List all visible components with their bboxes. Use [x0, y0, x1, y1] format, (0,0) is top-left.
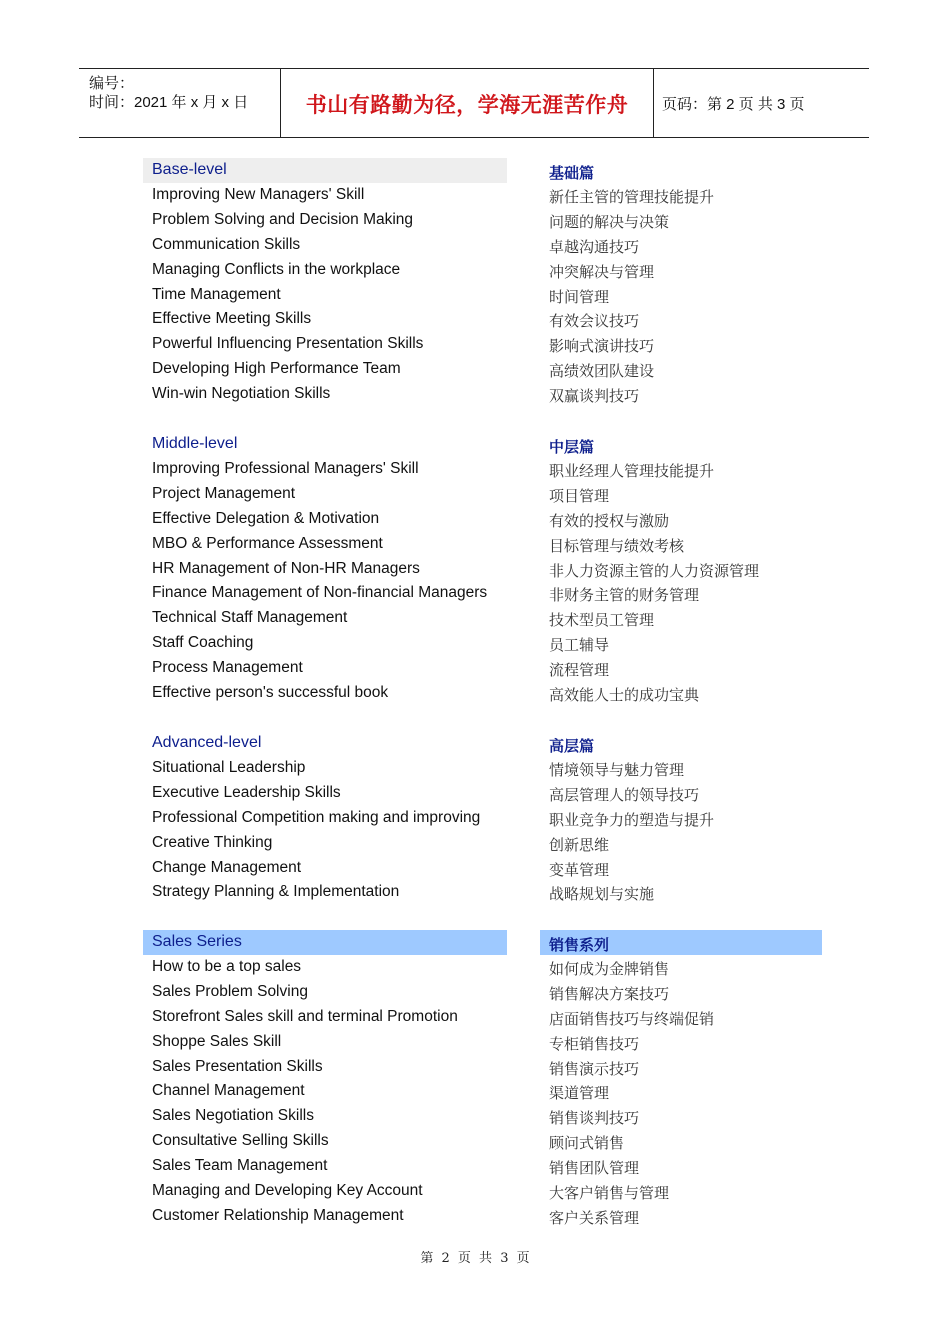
course-name-cn: 双赢谈判技巧 — [549, 387, 640, 406]
course-name-en: Creative Thinking — [152, 833, 273, 851]
course-row — [143, 233, 823, 258]
course-name-en: Project Management — [152, 484, 296, 502]
course-row — [143, 382, 823, 407]
course-name-en: Powerful Influencing Presentation Skills — [152, 335, 424, 353]
course-name-cn: 顾问式销售 — [549, 1134, 625, 1153]
course-name-en: Technical Staff Management — [152, 609, 348, 627]
course-name-en: Managing and Developing Key Account — [152, 1182, 423, 1200]
course-name-en: Channel Management — [152, 1082, 305, 1100]
course-row — [143, 482, 823, 507]
course-name-en: Developing High Performance Team — [152, 360, 401, 378]
course-name-cn: 店面销售技巧与终端促销 — [549, 1009, 715, 1028]
course-row — [143, 1104, 823, 1129]
document-date-label: 时间：2021 年 x 月 x 日 — [89, 94, 249, 111]
section-title-cn: 销售系列 — [549, 936, 610, 954]
course-name-en: Process Management — [152, 659, 303, 677]
course-name-en: Problem Solving and Decision Making — [152, 210, 414, 228]
course-row — [143, 1005, 823, 1030]
course-name-cn: 目标管理与绩效考核 — [549, 536, 685, 555]
course-name-en: Win-win Negotiation Skills — [152, 385, 331, 403]
course-row — [143, 1204, 823, 1229]
course-name-en: Communication Skills — [152, 235, 301, 253]
course-name-en: Managing Conflicts in the workplace — [152, 260, 401, 278]
course-name-cn: 影响式演讲技巧 — [549, 337, 655, 356]
section-title-cn: 基础篇 — [549, 164, 595, 182]
course-name-cn: 销售解决方案技巧 — [549, 984, 670, 1003]
course-name-en: MBO & Performance Assessment — [152, 534, 383, 552]
course-row — [143, 980, 823, 1005]
course-row — [143, 781, 823, 806]
course-name-en: Situational Leadership — [152, 759, 306, 776]
course-name-cn: 销售谈判技巧 — [549, 1109, 640, 1128]
course-row — [143, 1079, 823, 1104]
course-name-en: Change Management — [152, 858, 302, 876]
page-number-label: 页码：第 2 页 共 3 页 — [662, 96, 805, 113]
course-name-en: Sales Problem Solving — [152, 982, 308, 1000]
course-row — [143, 1179, 823, 1204]
course-name-cn: 时间管理 — [549, 287, 610, 306]
course-name-cn: 高效能人士的成功宝典 — [549, 686, 700, 705]
course-row — [143, 208, 823, 233]
course-name-cn: 问题的解决与决策 — [549, 212, 670, 231]
course-name-cn: 渠道管理 — [549, 1084, 610, 1103]
course-row — [143, 307, 823, 332]
course-row — [143, 856, 823, 881]
course-name-en: Effective person's successful book — [152, 684, 389, 702]
course-name-cn: 新任主管的管理技能提升 — [549, 188, 715, 206]
course-name-cn: 变革管理 — [549, 860, 610, 879]
course-row — [143, 955, 823, 980]
course-name-cn: 情境领导与魅力管理 — [549, 761, 685, 779]
course-row — [143, 332, 823, 357]
course-row — [143, 1030, 823, 1055]
course-name-cn: 流程管理 — [549, 661, 610, 680]
course-name-cn: 销售团队管理 — [549, 1159, 640, 1178]
course-row — [143, 258, 823, 283]
course-name-en: Strategy Planning & Implementation — [152, 883, 400, 901]
course-name-en: Customer Relationship Management — [152, 1206, 404, 1224]
course-row — [143, 507, 823, 532]
header-motto-cell — [281, 69, 654, 137]
course-name-en: How to be a top sales — [152, 958, 302, 975]
course-row — [143, 581, 823, 606]
course-name-cn: 非财务主管的财务管理 — [549, 586, 700, 605]
course-name-en: HR Management of Non-HR Managers — [152, 559, 420, 577]
course-row — [143, 283, 823, 308]
course-name-cn: 职业经理人管理技能提升 — [549, 462, 715, 480]
section-title-en: Advanced-level — [152, 734, 262, 751]
section-title-en: Sales Series — [152, 933, 242, 950]
course-name-en: Sales Presentation Skills — [152, 1057, 323, 1075]
section-sales-series — [143, 930, 823, 1229]
course-name-cn: 创新思维 — [549, 835, 610, 854]
course-name-cn: 有效会议技巧 — [549, 312, 640, 331]
course-row — [143, 681, 823, 706]
course-name-cn: 技术型员工管理 — [549, 611, 655, 630]
course-name-en: Time Management — [152, 285, 281, 303]
course-name-cn: 员工辅导 — [549, 636, 610, 655]
page-footer: 第 2 页 共 3 页 — [420, 1251, 530, 1266]
course-name-en: Staff Coaching — [152, 634, 254, 652]
course-name-cn: 大客户销售与管理 — [549, 1184, 670, 1203]
document-number-label: 编号： — [89, 75, 135, 92]
course-name-cn: 卓越沟通技巧 — [549, 237, 640, 256]
course-name-cn: 高绩效团队建设 — [549, 362, 655, 381]
course-row — [143, 457, 823, 482]
course-row — [143, 831, 823, 856]
course-name-cn: 如何成为金牌销售 — [549, 960, 670, 978]
section-heading — [143, 731, 823, 756]
section-title-cn: 高层篇 — [549, 737, 595, 755]
section-heading — [143, 158, 823, 183]
header-page-cell — [654, 69, 869, 137]
course-name-cn: 职业竞争力的塑造与提升 — [549, 810, 715, 829]
course-row — [143, 631, 823, 656]
course-row — [143, 532, 823, 557]
course-row — [143, 656, 823, 681]
section-advanced-level — [143, 731, 823, 905]
course-name-cn: 专柜销售技巧 — [549, 1034, 640, 1053]
course-name-en: Sales Negotiation Skills — [152, 1107, 314, 1125]
course-row — [143, 557, 823, 582]
course-name-en: Effective Delegation & Motivation — [152, 509, 380, 527]
course-name-en: Improving New Managers' Skill — [152, 186, 365, 203]
section-heading — [143, 432, 823, 457]
course-name-en: Consultative Selling Skills — [152, 1132, 329, 1150]
section-middle-level — [143, 432, 823, 706]
course-name-en: Executive Leadership Skills — [152, 783, 341, 801]
course-row — [143, 183, 823, 208]
course-row — [143, 1055, 823, 1080]
course-row — [143, 606, 823, 631]
header-table — [79, 68, 869, 138]
course-name-cn: 非人力资源主管的人力资源管理 — [549, 561, 760, 580]
course-name-cn: 冲突解决与管理 — [549, 262, 655, 281]
course-name-cn: 高层管理人的领导技巧 — [549, 785, 700, 804]
course-name-en: Storefront Sales skill and terminal Promotion — [152, 1007, 458, 1025]
section-title-en: Base-level — [152, 161, 227, 178]
motto-text: 书山有路勤为径，学海无涯苦作舟 — [305, 93, 629, 117]
section-heading — [143, 930, 823, 955]
course-row — [143, 756, 823, 781]
course-row — [143, 880, 823, 905]
course-name-en: Improving Professional Managers' Skill — [152, 460, 419, 477]
course-row — [143, 1129, 823, 1154]
course-name-en: Shoppe Sales Skill — [152, 1032, 282, 1050]
course-name-en: Professional Competition making and improving — [152, 808, 481, 826]
course-name-en: Finance Management of Non-financial Managers — [152, 584, 488, 602]
header-meta-cell — [79, 69, 281, 137]
course-row — [143, 806, 823, 831]
course-name-en: Sales Team Management — [152, 1157, 328, 1175]
course-name-cn: 客户关系管理 — [549, 1208, 640, 1227]
course-name-cn: 销售演示技巧 — [549, 1059, 640, 1078]
course-name-cn: 有效的授权与激励 — [549, 511, 670, 530]
course-row — [143, 357, 823, 382]
section-title-cn: 中层篇 — [549, 438, 595, 456]
course-name-en: Effective Meeting Skills — [152, 310, 312, 328]
course-row — [143, 1154, 823, 1179]
section-base-level — [143, 158, 823, 407]
course-name-cn: 项目管理 — [549, 486, 610, 505]
section-title-en: Middle-level — [152, 435, 238, 452]
course-name-cn: 战略规划与实施 — [549, 885, 655, 904]
